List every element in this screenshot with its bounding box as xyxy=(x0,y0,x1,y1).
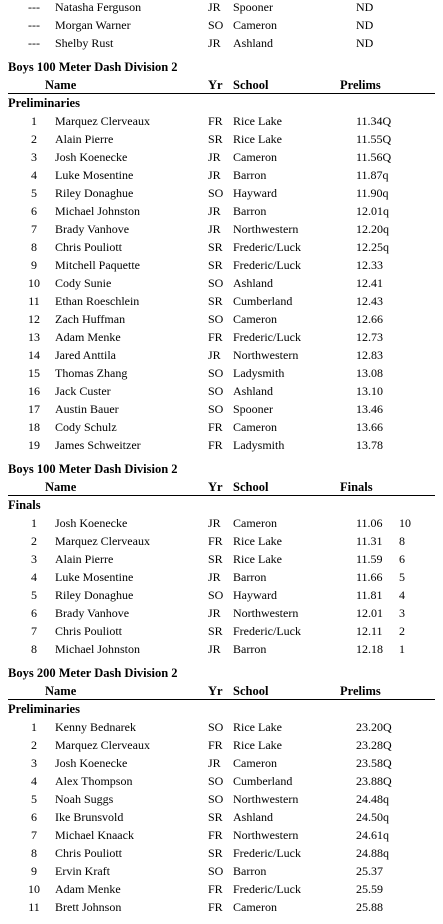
athlete-name: Thomas Zhang xyxy=(55,366,128,380)
points-cell: 3 xyxy=(399,606,405,620)
points-cell: 4 xyxy=(399,588,405,602)
column-header xyxy=(0,682,443,700)
result-row xyxy=(0,148,443,166)
result-row xyxy=(0,718,443,736)
place-cell: 4 xyxy=(31,774,37,788)
athlete-name: Shelby Rust xyxy=(55,36,114,50)
points-cell: 1 xyxy=(399,642,405,656)
school-cell: Frederic/Luck xyxy=(233,330,301,344)
athlete-name: Michael Johnston xyxy=(55,642,140,656)
place-cell: 10 xyxy=(28,882,40,896)
athlete-name: Natasha Ferguson xyxy=(55,0,142,14)
year-cell: FR xyxy=(208,738,223,752)
athlete-name: Ethan Roeschlein xyxy=(55,294,140,308)
place-cell: 5 xyxy=(31,792,37,806)
place-cell: 8 xyxy=(31,846,37,860)
year-cell: SO xyxy=(208,312,224,326)
school-cell: Barron xyxy=(233,168,267,182)
athlete-name: Cody Sunie xyxy=(55,276,112,290)
mark-cell: 24.61q xyxy=(356,828,389,842)
result-row xyxy=(0,400,443,418)
athlete-name: Alain Pierre xyxy=(55,552,114,566)
result-row xyxy=(0,256,443,274)
year-cell: JR xyxy=(208,204,221,218)
school-cell: Frederic/Luck xyxy=(233,624,301,638)
place-cell: 3 xyxy=(31,756,37,770)
year-cell: JR xyxy=(208,222,221,236)
school-cell: Barron xyxy=(233,570,267,584)
result-row xyxy=(0,568,443,586)
place-cell: 8 xyxy=(31,240,37,254)
place-cell: 10 xyxy=(28,276,40,290)
school-cell: Cameron xyxy=(233,150,277,164)
mark-cell: ND xyxy=(356,0,374,14)
athlete-name: Marquez Clerveaux xyxy=(55,534,150,548)
result-row xyxy=(0,274,443,292)
place-cell: 3 xyxy=(31,150,37,164)
mark-cell: 11.56Q xyxy=(356,150,392,164)
year-cell: FR xyxy=(208,534,223,548)
header-mark: Prelims xyxy=(340,78,381,92)
place-cell: 9 xyxy=(31,864,37,878)
athlete-name: Ike Brunsvold xyxy=(55,810,124,824)
header-school: School xyxy=(233,684,269,698)
athlete-name: Josh Koenecke xyxy=(55,150,128,164)
place-cell: 7 xyxy=(31,222,37,236)
column-header xyxy=(0,478,443,496)
mark-cell: ND xyxy=(356,18,374,32)
place-cell: 4 xyxy=(31,168,37,182)
mark-cell: 12.83 xyxy=(356,348,383,362)
place-cell: 6 xyxy=(31,810,37,824)
place-cell: 17 xyxy=(28,402,40,416)
result-row xyxy=(0,382,443,400)
result-row xyxy=(0,604,443,622)
year-cell: FR xyxy=(208,438,223,452)
result-row xyxy=(0,532,443,550)
place-cell: 1 xyxy=(31,114,37,128)
mark-cell: 23.88Q xyxy=(356,774,392,788)
mark-cell: 11.87q xyxy=(356,168,389,182)
mark-cell: 23.58Q xyxy=(356,756,392,770)
mark-cell: 11.66 xyxy=(356,570,383,584)
athlete-name: Luke Mosentine xyxy=(55,168,134,182)
year-cell: SR xyxy=(208,294,223,308)
school-cell: Barron xyxy=(233,642,267,656)
athlete-name: Austin Bauer xyxy=(55,402,119,416)
place-cell: 2 xyxy=(31,738,37,752)
place-cell: 1 xyxy=(31,720,37,734)
result-row xyxy=(0,0,443,16)
result-row xyxy=(0,184,443,202)
year-cell: FR xyxy=(208,330,223,344)
result-row xyxy=(0,808,443,826)
year-cell: SO xyxy=(208,18,224,32)
year-cell: FR xyxy=(208,114,223,128)
year-cell: SO xyxy=(208,366,224,380)
school-cell: Frederic/Luck xyxy=(233,882,301,896)
result-row xyxy=(0,514,443,532)
result-row xyxy=(0,166,443,184)
place-cell: 3 xyxy=(31,552,37,566)
athlete-name: Josh Koenecke xyxy=(55,756,128,770)
year-cell: SO xyxy=(208,186,224,200)
year-cell: SO xyxy=(208,402,224,416)
mark-cell: 12.20q xyxy=(356,222,389,236)
year-cell: JR xyxy=(208,168,221,182)
mark-cell: 11.81 xyxy=(356,588,383,602)
year-cell: SO xyxy=(208,588,224,602)
athlete-name: Mitchell Paquette xyxy=(55,258,140,272)
school-cell: Rice Lake xyxy=(233,738,282,752)
year-cell: SO xyxy=(208,720,224,734)
mark-cell: 25.37 xyxy=(356,864,383,878)
school-cell: Northwestern xyxy=(233,348,299,362)
result-row xyxy=(0,898,443,916)
place-cell: --- xyxy=(28,0,40,14)
athlete-name: Marquez Clerveaux xyxy=(55,738,150,752)
result-row xyxy=(0,436,443,454)
athlete-name: Jack Custer xyxy=(55,384,111,398)
athlete-name: Chris Pouliott xyxy=(55,240,123,254)
school-cell: Northwestern xyxy=(233,606,299,620)
place-cell: 4 xyxy=(31,570,37,584)
athlete-name: Michael Knaack xyxy=(55,828,134,842)
mark-cell: 23.20Q xyxy=(356,720,392,734)
year-cell: SR xyxy=(208,132,223,146)
mark-cell: 12.73 xyxy=(356,330,383,344)
year-cell: JR xyxy=(208,0,221,14)
place-cell: 12 xyxy=(28,312,40,326)
place-cell: 7 xyxy=(31,624,37,638)
school-cell: Northwestern xyxy=(233,222,299,236)
place-cell: 5 xyxy=(31,186,37,200)
result-row xyxy=(0,586,443,604)
result-row xyxy=(0,640,443,658)
athlete-name: Jared Anttila xyxy=(55,348,116,362)
athlete-name: Brett Johnson xyxy=(55,900,122,914)
header-school: School xyxy=(233,78,269,92)
school-cell: Ashland xyxy=(233,810,273,824)
year-cell: FR xyxy=(208,828,223,842)
column-header xyxy=(0,76,443,94)
mark-cell: 12.18 xyxy=(356,642,383,656)
athlete-name: Noah Suggs xyxy=(55,792,114,806)
year-cell: JR xyxy=(208,516,221,530)
year-cell: FR xyxy=(208,420,223,434)
year-cell: SR xyxy=(208,240,223,254)
mark-cell: 12.01q xyxy=(356,204,389,218)
result-row xyxy=(0,826,443,844)
place-cell: 14 xyxy=(28,348,40,362)
year-cell: JR xyxy=(208,642,221,656)
place-cell: 2 xyxy=(31,132,37,146)
place-cell: 19 xyxy=(28,438,40,452)
event-title: Boys 100 Meter Dash Division 2 xyxy=(8,462,178,476)
header-school: School xyxy=(233,480,269,494)
athlete-name: Chris Pouliott xyxy=(55,624,123,638)
mark-cell: 11.06 xyxy=(356,516,383,530)
header-year: Yr xyxy=(208,78,223,92)
place-cell: 2 xyxy=(31,534,37,548)
place-cell: 9 xyxy=(31,258,37,272)
year-cell: FR xyxy=(208,882,223,896)
athlete-name: Morgan Warner xyxy=(55,18,131,32)
result-row xyxy=(0,790,443,808)
header-name: Name xyxy=(45,78,77,92)
school-cell: Cameron xyxy=(233,18,277,32)
year-cell: SO xyxy=(208,384,224,398)
school-cell: Cumberland xyxy=(233,294,293,308)
athlete-name: Alex Thompson xyxy=(55,774,133,788)
mark-cell: 11.90q xyxy=(356,186,389,200)
school-cell: Northwestern xyxy=(233,828,299,842)
place-cell: --- xyxy=(28,36,40,50)
header-year: Yr xyxy=(208,684,223,698)
athlete-name: Ervin Kraft xyxy=(55,864,110,878)
school-cell: Ladysmith xyxy=(233,438,285,452)
year-cell: JR xyxy=(208,606,221,620)
athlete-name: Riley Donaghue xyxy=(55,588,134,602)
athlete-name: Luke Mosentine xyxy=(55,570,134,584)
athlete-name: Riley Donaghue xyxy=(55,186,134,200)
school-cell: Cameron xyxy=(233,312,277,326)
points-cell: 8 xyxy=(399,534,405,548)
year-cell: SR xyxy=(208,552,223,566)
result-row xyxy=(0,364,443,382)
mark-cell: 11.31 xyxy=(356,534,383,548)
athlete-name: Michael Johnston xyxy=(55,204,140,218)
year-cell: SR xyxy=(208,846,223,860)
year-cell: SO xyxy=(208,276,224,290)
year-cell: SR xyxy=(208,258,223,272)
year-cell: JR xyxy=(208,756,221,770)
mark-cell: ND xyxy=(356,36,374,50)
mark-cell: 11.55Q xyxy=(356,132,392,146)
round-title: Preliminaries xyxy=(8,96,80,110)
school-cell: Ladysmith xyxy=(233,366,285,380)
mark-cell: 13.78 xyxy=(356,438,383,452)
place-cell: 15 xyxy=(28,366,40,380)
result-row xyxy=(0,772,443,790)
school-cell: Spooner xyxy=(233,402,273,416)
year-cell: JR xyxy=(208,570,221,584)
header-mark: Prelims xyxy=(340,684,381,698)
place-cell: 1 xyxy=(31,516,37,530)
year-cell: JR xyxy=(208,36,221,50)
mark-cell: 24.50q xyxy=(356,810,389,824)
result-row xyxy=(0,346,443,364)
mark-cell: 12.33 xyxy=(356,258,383,272)
school-cell: Spooner xyxy=(233,0,273,14)
points-cell: 5 xyxy=(399,570,405,584)
result-row xyxy=(0,622,443,640)
school-cell: Ashland xyxy=(233,36,273,50)
school-cell: Cameron xyxy=(233,420,277,434)
event-title: Boys 200 Meter Dash Division 2 xyxy=(8,666,178,680)
result-row xyxy=(0,130,443,148)
result-row xyxy=(0,310,443,328)
school-cell: Ashland xyxy=(233,384,273,398)
school-cell: Rice Lake xyxy=(233,552,282,566)
athlete-name: James Schweitzer xyxy=(55,438,141,452)
result-row xyxy=(0,418,443,436)
mark-cell: 12.66 xyxy=(356,312,383,326)
athlete-name: Adam Menke xyxy=(55,882,121,896)
mark-cell: 11.34Q xyxy=(356,114,392,128)
athlete-name: Marquez Clerveaux xyxy=(55,114,150,128)
result-row xyxy=(0,862,443,880)
points-cell: 10 xyxy=(399,516,411,530)
place-cell: 11 xyxy=(28,294,40,308)
header-name: Name xyxy=(45,480,77,494)
mark-cell: 23.28Q xyxy=(356,738,392,752)
place-cell: 18 xyxy=(28,420,40,434)
school-cell: Barron xyxy=(233,864,267,878)
school-cell: Cameron xyxy=(233,756,277,770)
school-cell: Hayward xyxy=(233,588,277,602)
header-year: Yr xyxy=(208,480,223,494)
result-row xyxy=(0,328,443,346)
points-cell: 6 xyxy=(399,552,405,566)
points-cell: 2 xyxy=(399,624,405,638)
place-cell: --- xyxy=(28,18,40,32)
mark-cell: 12.11 xyxy=(356,624,383,638)
mark-cell: 12.43 xyxy=(356,294,383,308)
place-cell: 7 xyxy=(31,828,37,842)
athlete-name: Brady Vanhove xyxy=(55,222,130,236)
header-name: Name xyxy=(45,684,77,698)
school-cell: Northwestern xyxy=(233,792,299,806)
mark-cell: 24.48q xyxy=(356,792,389,806)
year-cell: SO xyxy=(208,774,224,788)
school-cell: Ashland xyxy=(233,276,273,290)
year-cell: FR xyxy=(208,900,223,914)
year-cell: JR xyxy=(208,150,221,164)
school-cell: Barron xyxy=(233,204,267,218)
place-cell: 11 xyxy=(28,900,40,914)
school-cell: Rice Lake xyxy=(233,114,282,128)
athlete-name: Adam Menke xyxy=(55,330,121,344)
school-cell: Cameron xyxy=(233,516,277,530)
mark-cell: 25.88 xyxy=(356,900,383,914)
result-row xyxy=(0,202,443,220)
mark-cell: 24.88q xyxy=(356,846,389,860)
year-cell: JR xyxy=(208,348,221,362)
place-cell: 6 xyxy=(31,204,37,218)
athlete-name: Alain Pierre xyxy=(55,132,114,146)
athlete-name: Chris Pouliott xyxy=(55,846,123,860)
mark-cell: 13.46 xyxy=(356,402,383,416)
header-rule xyxy=(8,495,435,496)
result-row xyxy=(0,16,443,34)
school-cell: Frederic/Luck xyxy=(233,846,301,860)
result-row xyxy=(0,880,443,898)
school-cell: Cumberland xyxy=(233,774,293,788)
year-cell: SR xyxy=(208,624,223,638)
mark-cell: 13.66 xyxy=(356,420,383,434)
event-title: Boys 100 Meter Dash Division 2 xyxy=(8,60,178,74)
school-cell: Rice Lake xyxy=(233,534,282,548)
result-row xyxy=(0,238,443,256)
round-title: Finals xyxy=(8,498,41,512)
year-cell: SO xyxy=(208,864,224,878)
mark-cell: 13.10 xyxy=(356,384,383,398)
school-cell: Frederic/Luck xyxy=(233,240,301,254)
place-cell: 5 xyxy=(31,588,37,602)
school-cell: Cameron xyxy=(233,900,277,914)
result-row xyxy=(0,550,443,568)
mark-cell: 12.25q xyxy=(356,240,389,254)
athlete-name: Cody Schulz xyxy=(55,420,117,434)
year-cell: SR xyxy=(208,810,223,824)
result-row xyxy=(0,754,443,772)
athlete-name: Brady Vanhove xyxy=(55,606,130,620)
school-cell: Frederic/Luck xyxy=(233,258,301,272)
place-cell: 8 xyxy=(31,642,37,656)
mark-cell: 11.59 xyxy=(356,552,383,566)
mark-cell: 25.59 xyxy=(356,882,383,896)
place-cell: 13 xyxy=(28,330,40,344)
header-mark: Finals xyxy=(340,480,373,494)
place-cell: 6 xyxy=(31,606,37,620)
result-row xyxy=(0,112,443,130)
mark-cell: 12.41 xyxy=(356,276,383,290)
school-cell: Rice Lake xyxy=(233,132,282,146)
result-row xyxy=(0,220,443,238)
round-title: Preliminaries xyxy=(8,702,80,716)
athlete-name: Kenny Bednarek xyxy=(55,720,136,734)
athlete-name: Zach Huffman xyxy=(55,312,126,326)
result-row xyxy=(0,292,443,310)
place-cell: 16 xyxy=(28,384,40,398)
athlete-name: Josh Koenecke xyxy=(55,516,128,530)
school-cell: Hayward xyxy=(233,186,277,200)
school-cell: Rice Lake xyxy=(233,720,282,734)
mark-cell: 12.01 xyxy=(356,606,383,620)
mark-cell: 13.08 xyxy=(356,366,383,380)
result-row xyxy=(0,844,443,862)
result-row xyxy=(0,736,443,754)
year-cell: SO xyxy=(208,792,224,806)
result-row xyxy=(0,34,443,52)
